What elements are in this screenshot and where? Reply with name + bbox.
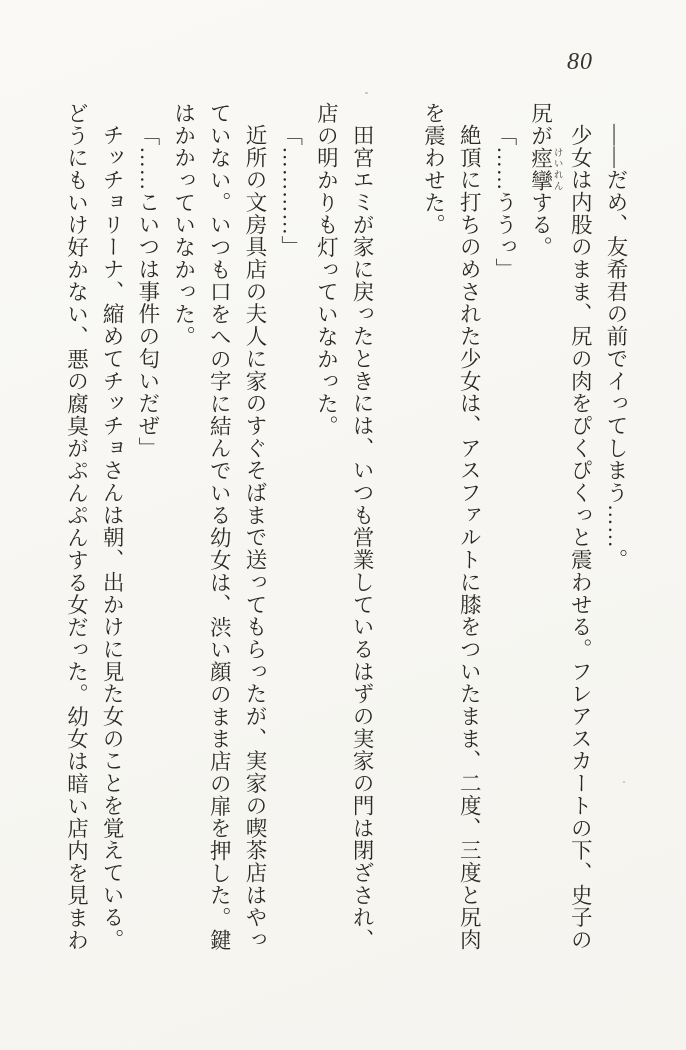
text-column-9: 店の明かりも灯っていなかった。	[314, 102, 339, 438]
section-break-blank-line	[379, 102, 415, 960]
text-column-5: 絶頂に打ちのめされた少女は、アスファルトに膝をついたまま、二度、三度と尻肉	[457, 124, 482, 952]
text-column-8: 田宮エミが家に戻ったときには、いつも営業しているはずの実家の門は閉ざされ、	[350, 124, 375, 952]
text-column-3: 尻が痙攣 けいれんする。	[528, 102, 562, 259]
text-column-14: 「……こいつは事件の匂いだぜ」	[135, 124, 160, 460]
scan-speck	[623, 781, 625, 783]
text-column-12: ていない。いつも口をへの字に結んでいる幼女は、渋い顔のまま店の扉を押した。鍵	[207, 102, 232, 952]
text-column-10: 「…………」	[278, 124, 303, 259]
text-column-13: はかかっていなかった。	[171, 102, 196, 348]
text-column-16: どうにもいけ好かない、悪の腐臭がぷんぷんする女だった。幼女は暗い店内を見まわ	[64, 102, 89, 952]
page-number: 80	[567, 49, 593, 75]
text-column-1: ――だめ、友希君の前でイってしまう……。	[604, 124, 628, 572]
ruby-annotated-word: 痙攣 けいれん	[528, 146, 562, 192]
text-column-6: を震わせた。	[421, 102, 446, 237]
scan-speck	[365, 92, 368, 94]
text-column-2: 少女は内股のまま、尻の肉をぴくぴくっと震わせる。フレアスカートの下、史子の	[568, 124, 593, 952]
text-column-4: 「……ううっ」	[492, 124, 517, 281]
text-column-15: チッチョリーナ、縮めてチッチョさんは朝、出かけに見た女のことを覚えている。	[100, 124, 125, 952]
main-text	[58, 102, 633, 960]
text-column-11: 近所の文房具店の夫人に家のすぐそばまで送ってもらったが、実家の喫茶店はやっ	[242, 124, 267, 952]
